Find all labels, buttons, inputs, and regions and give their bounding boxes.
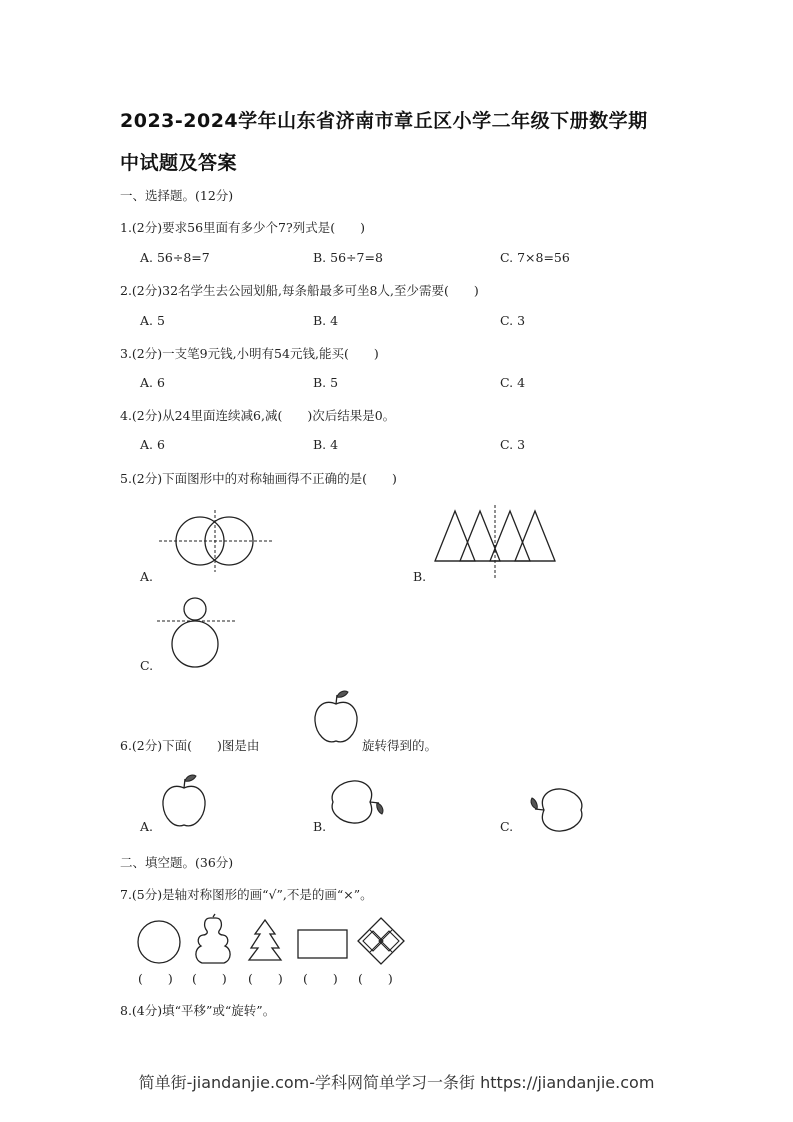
q5-figure-c-snowman bbox=[155, 595, 240, 670]
q6-stem-suffix: 旋转得到的。 bbox=[362, 738, 438, 753]
apple-icon bbox=[312, 688, 360, 748]
q5-label-c: C. bbox=[140, 658, 154, 673]
q7-blank-3[interactable]: ( ) bbox=[248, 971, 283, 986]
q7-shape-circle bbox=[136, 920, 184, 966]
q5-figure-a-circles bbox=[155, 510, 280, 575]
q7-shape-rectangle bbox=[296, 928, 350, 962]
q7-shape-diamonds bbox=[356, 916, 406, 966]
q6-option-b-apple-rotated-icon bbox=[330, 778, 392, 834]
q5-figure-b-triangles bbox=[430, 505, 565, 580]
page-title-line1: 2023-2024学年山东省济南市章丘区小学二年级下册数学期 bbox=[120, 110, 648, 132]
q4-stem: 4.(2分)从24里面连续减6,减( )次后结果是0。 bbox=[120, 408, 396, 423]
q1-option-c: C. 7×8=56 bbox=[500, 250, 570, 265]
q7-shape-gourd bbox=[192, 914, 234, 966]
q4-option-b: B. 4 bbox=[313, 437, 339, 452]
q7-blank-5[interactable]: ( ) bbox=[358, 971, 393, 986]
q4-option-c: C. 3 bbox=[500, 437, 526, 452]
q6-option-a-apple-icon bbox=[160, 772, 208, 832]
q2-option-c: C. 3 bbox=[500, 313, 526, 328]
q7-blank-2[interactable]: ( ) bbox=[192, 971, 227, 986]
section2-heading: 二、填空题。(36分) bbox=[120, 855, 234, 870]
q2-option-a: A. 5 bbox=[140, 313, 165, 328]
q4-option-a: A. 6 bbox=[140, 437, 165, 452]
q6-label-b: B. bbox=[313, 819, 327, 834]
q7-blank-1[interactable]: ( ) bbox=[138, 971, 173, 986]
q1-option-b: B. 56÷7=8 bbox=[313, 250, 383, 265]
page-footer: 简单街-jiandanjie.com-学科网简单学习一条街 https://jiandanjie.com bbox=[138, 1073, 655, 1092]
q5-stem: 5.(2分)下面图形中的对称轴画得不正确的是( ) bbox=[120, 471, 397, 486]
q3-stem: 3.(2分)一支笔9元钱,小明有54元钱,能买( ) bbox=[120, 346, 379, 361]
q1-stem: 1.(2分)要求56里面有多少个7?列式是( ) bbox=[120, 220, 365, 235]
section1-heading: 一、选择题。(12分) bbox=[120, 188, 234, 203]
q7-shape-tree bbox=[247, 918, 283, 964]
q1-option-a: A. 56÷8=7 bbox=[140, 250, 210, 265]
q6-option-c-apple-rotated-icon bbox=[522, 778, 584, 834]
q5-label-b: B. bbox=[413, 569, 427, 584]
q3-option-c: C. 4 bbox=[500, 375, 526, 390]
q6-label-c: C. bbox=[500, 819, 514, 834]
q2-stem: 2.(2分)32名学生去公园划船,每条船最多可坐8人,至少需要( ) bbox=[120, 283, 479, 298]
q3-option-a: A. 6 bbox=[140, 375, 165, 390]
q8-stem: 8.(4分)填“平移”或“旋转”。 bbox=[120, 1003, 276, 1018]
page-title-line2: 中试题及答案 bbox=[120, 152, 238, 174]
q6-label-a: A. bbox=[140, 819, 154, 834]
q7-blank-4[interactable]: ( ) bbox=[303, 971, 338, 986]
q2-option-b: B. 4 bbox=[313, 313, 339, 328]
q6-stem-prefix: 6.(2分)下面( )图是由 bbox=[120, 738, 260, 753]
q5-label-a: A. bbox=[140, 569, 154, 584]
q3-option-b: B. 5 bbox=[313, 375, 339, 390]
q7-stem: 7.(5分)是轴对称图形的画“√”,不是的画“×”。 bbox=[120, 887, 373, 902]
